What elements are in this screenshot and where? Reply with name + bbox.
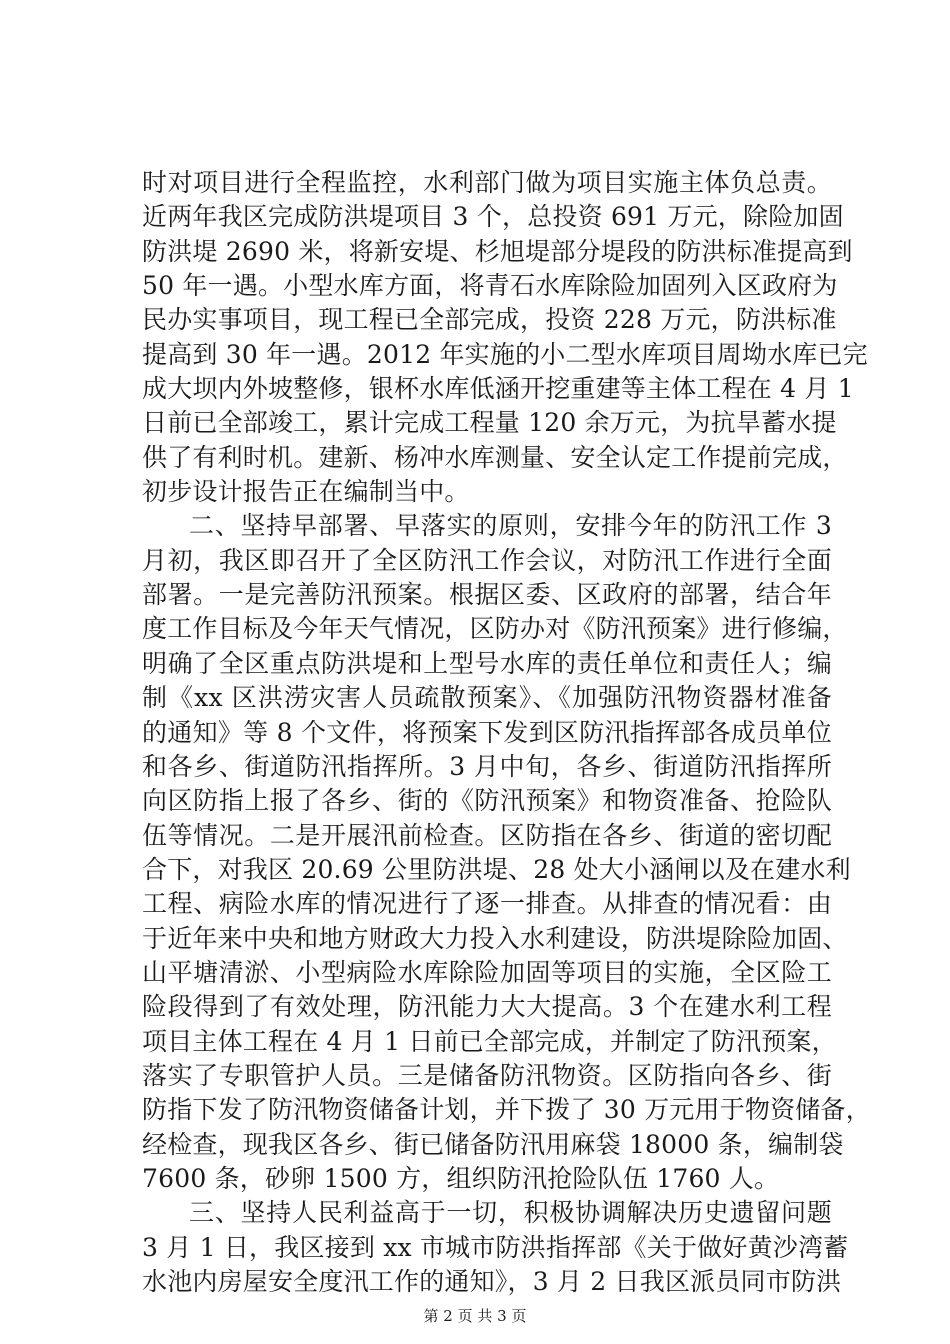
- text-line: 月初，我区即召开了全区防汛工作会议，对防汛工作进行全面: [142, 545, 832, 575]
- text-line: 于近年来中央和地方财政大力投入水利建设，防洪堤除险加固、: [142, 923, 848, 953]
- text-line: 险段得到了有效处理，防汛能力大大提高。3 个在建水利工程: [142, 992, 832, 1022]
- text-line: 初步设计报告正在编制当中。: [142, 477, 470, 507]
- text-line: 时对项目进行全程监控，水利部门做为项目实施主体负总责。: [142, 168, 832, 197]
- text-line: 防洪堤 2690 米，将新安堤、杉旭堤部分堤段的防洪标准提高到: [142, 236, 853, 266]
- text-line: 日前已全部竣工，累计完成工程量 120 余万元，为抗旱蓄水提: [142, 408, 837, 438]
- text-line: 民办实事项目，现工程已全部完成，投资 228 万元，防洪标准: [142, 305, 837, 335]
- text-line: 制《xx 区洪涝灾害人员疏散预案》、《加强防汛物资器材准备: [142, 683, 832, 713]
- text-line: 落实了专职管护人员。三是储备防汛物资。区防指向各乡、街: [142, 1060, 832, 1090]
- text-line: 明确了全区重点防洪堤和上型号水库的责任单位和责任人；编: [142, 648, 832, 678]
- text-line: 伍等情况。二是开展汛前检查。区防指在各乡、街道的密切配: [142, 820, 832, 850]
- section-heading-line: 三、坚持人民利益高于一切，积极协调解决历史遗留问题: [189, 1198, 832, 1228]
- text-line: 合下，对我区 20.69 公里防洪堤、28 处大小涵闸以及在建水利: [142, 854, 851, 884]
- text-line: 3 月 1 日，我区接到 xx 市城市防洪指挥部《关于做好黄沙湾蓄: [142, 1232, 849, 1262]
- text-line: 防指下发了防汛物资储备计划，并下拨了 30 万元用于物资储备，: [142, 1095, 871, 1125]
- section-heading-line: 二、坚持早部署、早落实的原则，安排今年的防汛工作 3: [189, 511, 832, 541]
- text-line: 供了有利时机。建新、杨冲水库测量、安全认定工作提前完成，: [142, 442, 848, 472]
- document-body: [142, 166, 871, 1299]
- text-line: 工程、病险水库的情况进行了逐一排查。从排查的情况看：由: [142, 889, 832, 919]
- text-line: 度工作目标及今年天气情况，区防办对《防汛预案》进行修编，: [142, 614, 848, 644]
- text-line: 水池内房屋安全度汛工作的通知》，3 月 2 日我区派员同市防洪: [142, 1267, 842, 1296]
- page-footer: 第 2 页 共 3 页: [423, 1307, 527, 1325]
- text-line: 提高到 30 年一遇。2012 年实施的小二型水库项目周坳水库已完: [142, 339, 868, 369]
- text-line: 近两年我区完成防洪堤项目 3 个，总投资 691 万元，除险加固: [142, 202, 844, 232]
- text-line: 向区防指上报了各乡、街的《防汛预案》和物资准备、抢险队: [142, 786, 832, 816]
- text-line: 7600 条，砂卵 1500 方，组织防汛抢险队伍 1760 人。: [142, 1163, 780, 1193]
- text-line: 的通知》等 8 个文件，将预案下发到区防汛指挥部各成员单位: [142, 717, 832, 747]
- text-line: 项目主体工程在 4 月 1 日前已全部完成，并制定了防汛预案，: [142, 1026, 837, 1056]
- text-line: 部署。一是完善防汛预案。根据区委、区政府的部署，结合年: [142, 580, 832, 610]
- text-line: 山平塘清淤、小型病险水库除险加固等项目的实施，全区险工: [142, 957, 832, 987]
- text-line: 50 年一遇。小型水库方面，将青石水库除险加固列入区政府为: [142, 271, 838, 301]
- text-line: 成大坝内外坡整修，银杯水库低涵开挖重建等主体工程在 4 月 1: [142, 374, 854, 404]
- text-line: 经检查，现我区各乡、街已储备防汛用麻袋 18000 条，编制袋: [142, 1129, 844, 1159]
- text-line: 和各乡、街道防汛指挥所。3 月中旬，各乡、街道防汛指挥所: [142, 751, 832, 781]
